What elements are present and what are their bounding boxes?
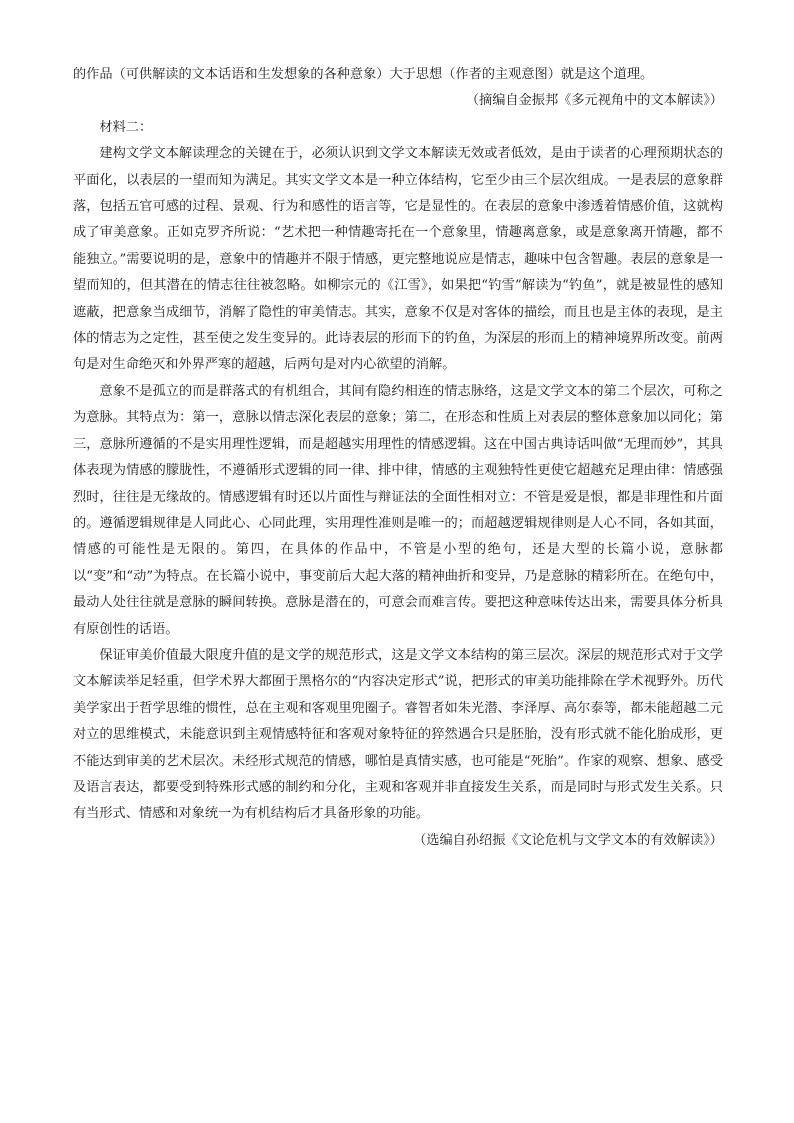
document-page — [73, 62, 723, 854]
opening-line: 的作品（可供解读的文本话语和生发想象的各种意象）大于思想（作者的主观意图）就是这个道理。 — [73, 67, 654, 82]
material-heading: 材料二： — [99, 119, 153, 135]
paragraph-1: 建构文学文本解读理念的关键在于，必须认识到文学文本解读无效或者低效，是由于读者的心理预期状态的平面化，以表层的一望而知为满足。其实文学文本是一种立体结构，它至少由三个层次组成。一是表层的意象群落，包括五官可感的过程、景观、行为和感性的语言等，它是显性的。在表层的意象中渗透着情感价值，这就构成了审美意象。正如克罗齐所说：“艺术把一种情趣寄托在一个意象里，情趣离意象，或是意象离开情趣，都不能独立。”需要说明的是，意象中的情趣并不限于情感，更完整地说应是情志，趣味中包含智趣。表层的意象是一望而知的，但其潜在的情志往往被忽略。如柳宗元的《江雪》，如果把“钓雪”解读为“钓鱼”，就是被显性的感知遮蔽，把意象当成细节，消解了隐性的审美情志。其实，意象不仅是对客体的描绘，而且也是主体的表现，是主体的情志为之定性，甚至使之发生变异的。此诗表层的形而下的钓鱼，为深层的形而上的精神境界所改变。前两句是对生命绝灭和外界严寒的超越，后两句是对内心欲望的消解。 — [73, 146, 723, 373]
source-citation-1: （摘编自金振邦《多元视角中的文本解读》） — [465, 93, 723, 109]
source-citation-2: （选编自孙绍振《文论危机与文学文本的有效解读》） — [413, 832, 723, 848]
paragraph-2: 意象不是孤立的而是群落式的有机组合，其间有隐约相连的情志脉络，这是文学文本的第二个层次，可称之为意脉。其特点为：第一，意脉以情志深化表层的意象；第二，在形态和性质上对表层的整体意象加以同化；第三，意脉所遵循的不是实用理性逻辑，而是超越实用理性的情感逻辑。这在中国古典诗话叫做“无理而妙”，其具体表现为情感的朦胧性，不遵循形式逻辑的同一律、排中律，情感的主观独特性更使它超越充足理由律：情感强烈时，往往是无缘故的。情感逻辑有时还以片面性与辩证法的全面性相对立：不管是爱是恨，都是非理性和片面的。遵循逻辑规律是人同此心、心同此理，实用理性准则是唯一的；而超越逻辑规律则是人心不同，各如其面，情感的可能性是无限的。第四，在具体的作品中，不管是小型的绝句，还是大型的长篇小说，意脉都以“变”和“动”为特点。在长篇小说中，事变前后大起大落的精神曲折和变异，乃是意脉的精彩所在。在绝句中，最动人处往往就是意脉的瞬间转换。意脉是潜在的，可意会而难言传。要把这种意味传达出来，需要具体分析具有原创性的话语。 — [73, 383, 723, 637]
paragraph-3: 保证审美价值最大限度升值的是文学的规范形式，这是文学文本结构的第三层次。深层的规范形式对于文学文本解读举足轻重，但学术界大都囿于黑格尔的“内容决定形式”说，把形式的审美功能排除在学术视野外。历代美学家出于哲学思维的惯性，总在主观和客观里兜圈子。睿智者如朱光潜、李泽厚、高尔泰等，都未能超越二元对立的思维模式，未能意识到主观情感特征和客观对象特征的猝然遇合只是胚胎，没有形式就不能化胎成形，更不能达到审美的艺术层次。未经形式规范的情感，哪怕是真情实感，也可能是“死胎”。作家的观察、想象、感受及语言表达，都要受到特殊形式感的制约和分化，主观和客观并非直接发生关系，而是同时与形式发生关系。只有当形式、情感和对象统一为有机结构后才具备形象的功能。 — [73, 647, 723, 822]
